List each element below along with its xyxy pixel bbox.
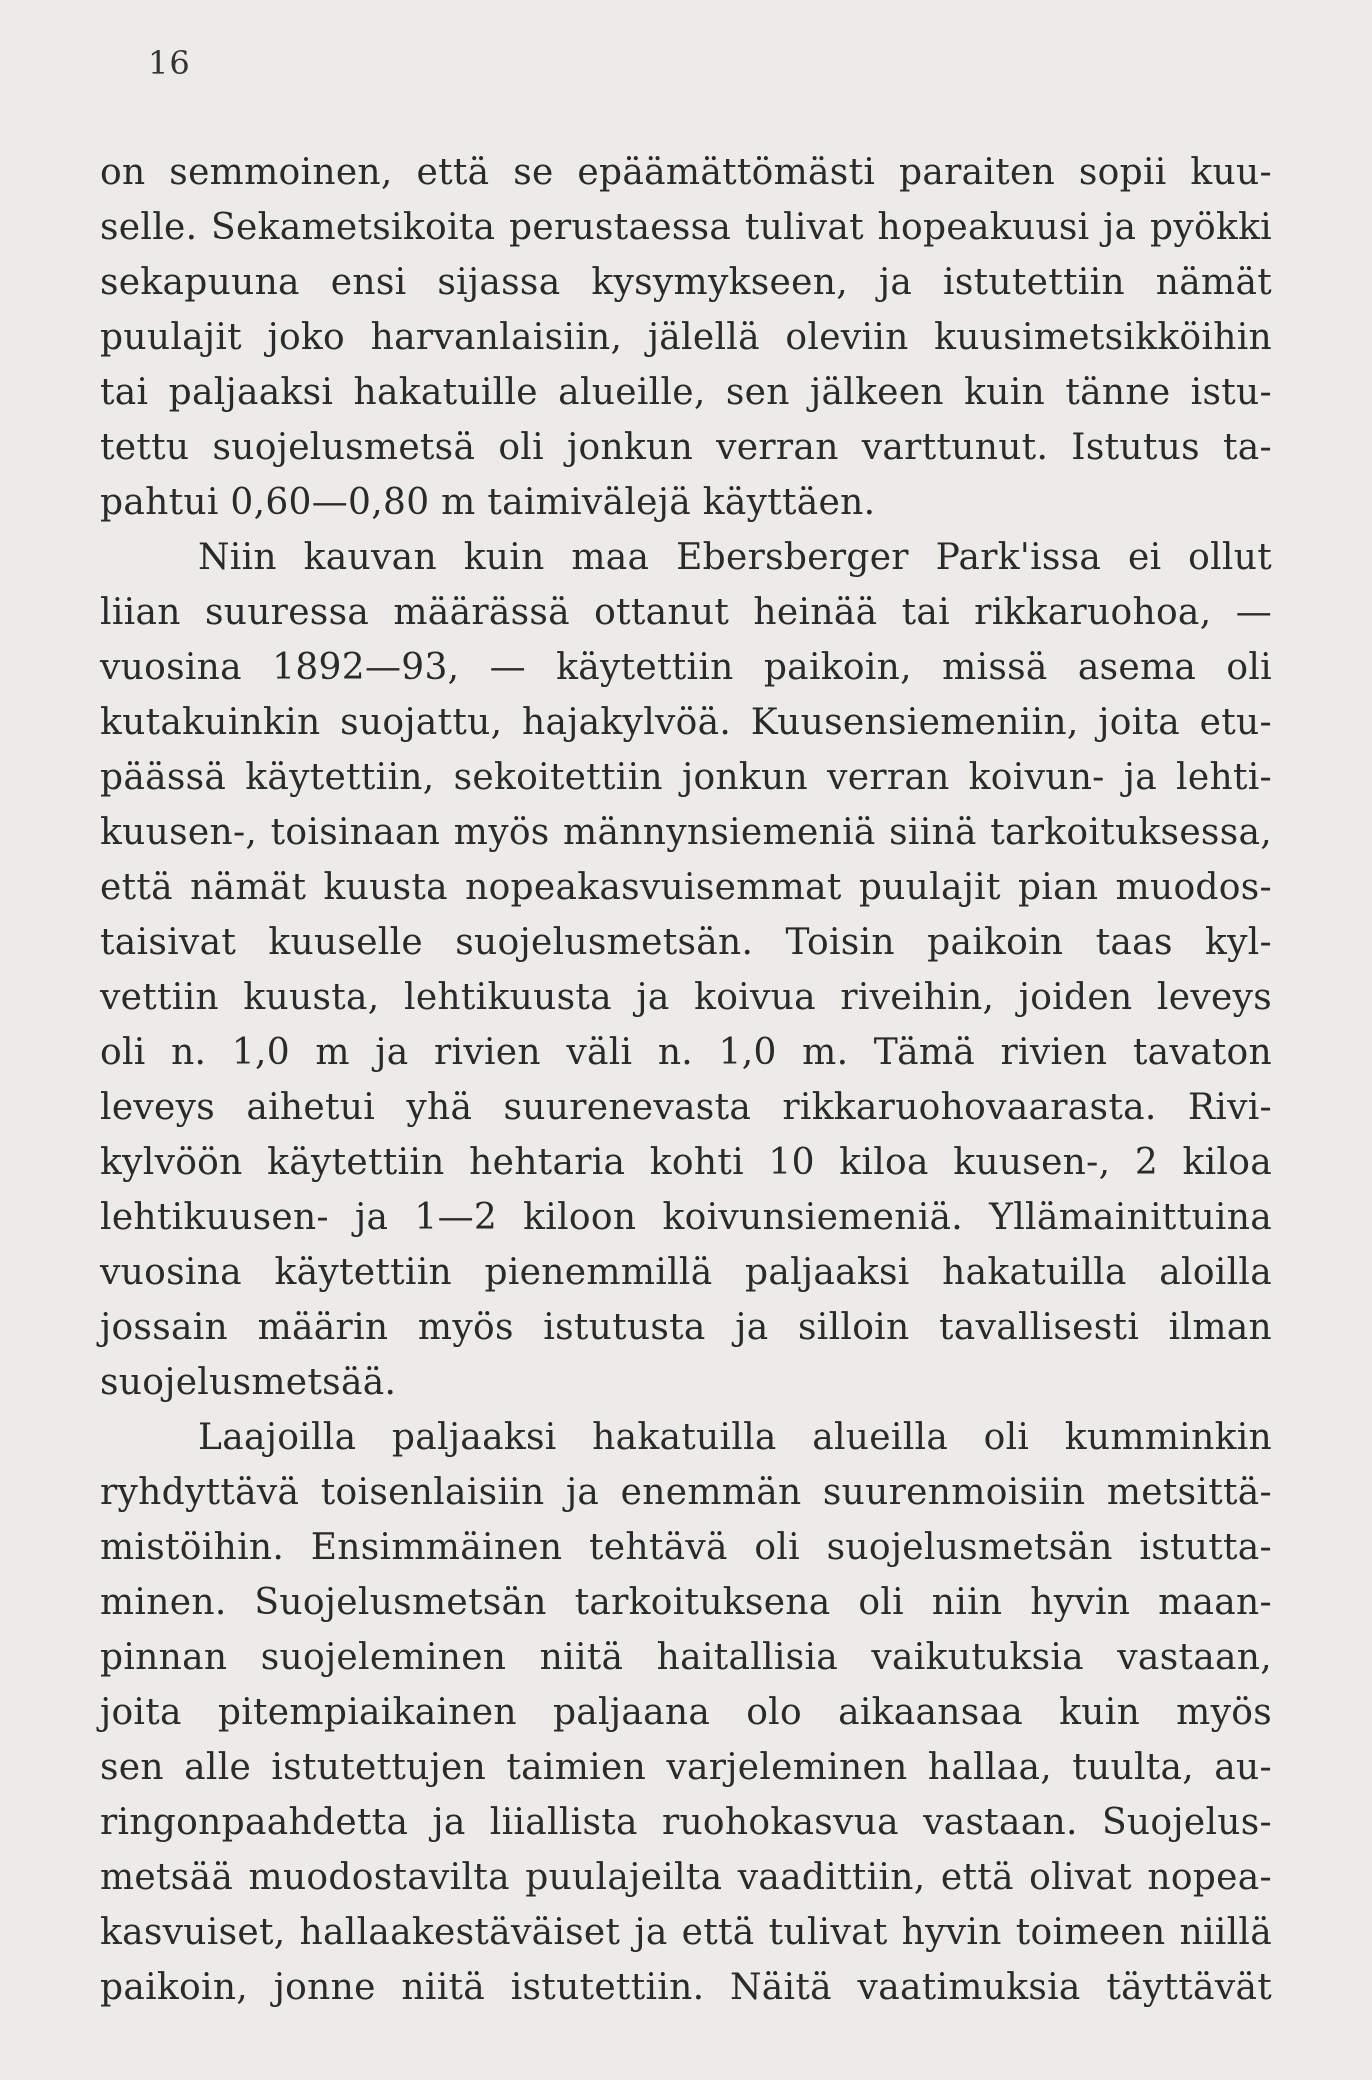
text-line: päässä käytettiin, sekoitettiin jonkun verran koivun- ja lehti- [100,757,1272,798]
text-line: tai paljaaksi hakatuille alueille, sen jälkeen kuin tänne istu- [100,372,1272,413]
text-line: että nämät kuusta nopeakasvuisemmat puulajit pian muodos- [100,867,1272,908]
text-line: vuosina 1892—93, — käytettiin paikoin, missä asema oli [100,647,1272,688]
page-number: 16 [148,44,191,82]
text-line: kasvuiset, hallaakestäväiset ja että tulivat hyvin toimeen niillä [100,1912,1272,1953]
text-line: taisivat kuuselle suojelusmetsän. Toisin paikoin taas kyl- [100,922,1272,963]
text-line: sekapuuna ensi sijassa kysymykseen, ja istutettiin nämät [100,262,1272,303]
text-line: ryhdyttävä toisenlaisiin ja enemmän suurenmoisiin metsittä- [100,1472,1272,1513]
text-line: ringonpaahdetta ja liiallista ruohokasvua vastaan. Suojelus- [100,1802,1272,1843]
paragraph-start-line: Laajoilla paljaaksi hakatuilla alueilla oli kumminkin [198,1417,1272,1458]
text-line: paikoin, jonne niitä istutettiin. Näitä vaatimuksia täyttävät [100,1967,1272,2008]
text-line: on semmoinen, että se epäämättömästi paraiten sopii kuu- [100,152,1272,193]
text-line: vettiin kuusta, lehtikuusta ja koivua riveihin, joiden leveys [100,977,1272,1018]
text-line: minen. Suojelusmetsän tarkoituksena oli niin hyvin maan- [100,1582,1272,1623]
text-line: mistöihin. Ensimmäinen tehtävä oli suojelusmetsän istutta- [100,1527,1272,1568]
text-line: puulajit joko harvanlaisiin, jälellä oleviin kuusimetsikköihin [100,317,1272,358]
text-line: pahtui 0,60—0,80 m taimivälejä käyttäen. [100,482,876,523]
text-line: sen alle istutettujen taimien varjeleminen hallaa, tuulta, au- [100,1747,1272,1788]
text-line: liian suuressa määrässä ottanut heinää tai rikkaruohoa, — [100,592,1272,633]
text-line: suojelusmetsää. [100,1362,397,1403]
text-line: jossain määrin myös istutusta ja silloin tavallisesti ilman [100,1307,1272,1348]
text-line: joita pitempiaikainen paljaana olo aikaansaa kuin myös [100,1692,1272,1733]
text-line: kuusen-, toisinaan myös männynsiemeniä siinä tarkoituksessa, [100,812,1272,853]
paragraph-start-line: Niin kauvan kuin maa Ebersberger Park'issa ei ollut [198,537,1272,578]
text-line: oli n. 1,0 m ja rivien väli n. 1,0 m. Tämä rivien tavaton [100,1032,1272,1073]
text-line: kylvöön käytettiin hehtaria kohti 10 kiloa kuusen-, 2 kiloa [100,1142,1272,1183]
text-line: selle. Sekametsikoita perustaessa tulivat hopeakuusi ja pyökki [100,207,1272,248]
text-line: vuosina käytettiin pienemmillä paljaaksi hakatuilla aloilla [100,1252,1272,1293]
text-line: lehtikuusen- ja 1—2 kiloon koivunsiemeniä. Yllämainittuina [100,1197,1272,1238]
text-line: kutakuinkin suojattu, hajakylvöä. Kuusensiemeniin, joita etu- [100,702,1272,743]
text-line: metsää muodostavilta puulajeilta vaadittiin, että olivat nopea- [100,1857,1272,1898]
text-line: tettu suojelusmetsä oli jonkun verran varttunut. Istutus ta- [100,427,1272,468]
text-line: pinnan suojeleminen niitä haitallisia vaikutuksia vastaan, [100,1637,1272,1678]
body-text [100,145,1272,2015]
text-line: leveys aihetui yhä suurenevasta rikkaruohovaarasta. Rivi- [100,1087,1272,1128]
